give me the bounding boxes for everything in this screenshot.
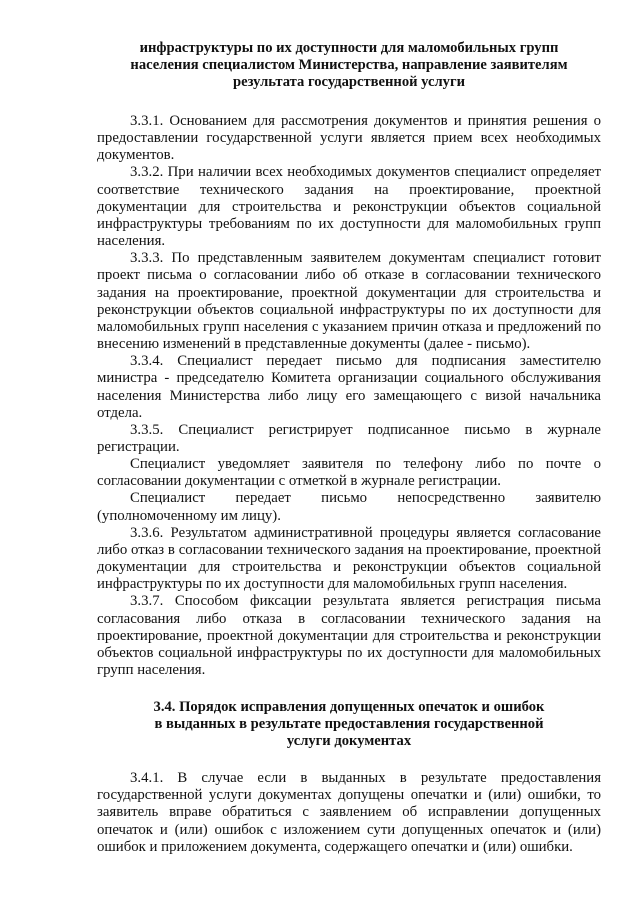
heading-line: в выданных в результате предоставления государственной [154,716,544,733]
paragraph-3-3-3: 3.3.3. По представленным заявителем документам специалист готовит проект письма о согласовании либо об отказе в согласовании технического задания на проектирование, проектной документации для строительства и реконструкции объектов социальной инфраструктуры по их доступности для маломобильных групп населения с указанием причин отказа и предложений по внесению изменений в представленные документы (далее - письмо). [97,250,601,353]
paragraph-3-3-7: 3.3.7. Способом фиксации результата является регистрация письма согласования либо отказа в согласовании технического задания на проектирование, проектной документации для строительства и реконструкции объектов социальной инфраструктуры по их доступности для маломобильных групп населения. [97,593,601,678]
paragraph-handover: Специалист передает письмо непосредственно заявителю (уполномоченному им лицу). [97,490,601,524]
heading-line: 3.4. Порядок исправления допущенных опечаток и ошибок [153,699,545,716]
paragraph-notify: Специалист уведомляет заявителя по телефону либо по почте о согласовании документации с отметкой в журнале регистрации. [97,456,601,490]
heading-line: инфраструктуры по их доступности для маломобильных групп [139,40,559,56]
paragraph-3-4-1: 3.4.1. В случае если в выданных в результате предоставления государственной услуги документах допущены опечатки и (или) ошибки, то заявитель вправе обратиться с заявлением об исправлении допущенных опечаток и (или) ошибок с изложением сути допущенных опечаток и (или) ошибок и приложением документа, содержащего опечатки и (или) ошибки. [97,770,601,855]
section-3-4-heading [97,699,601,750]
paragraph-3-3-4: 3.3.4. Специалист передает письмо для подписания заместителю министра - председателю Комитета организации социального обслуживания населения Министерства либо лицу его замещающего с визой начальника отдела. [97,353,601,421]
document-page [97,40,601,856]
paragraph-3-3-2: 3.3.2. При наличии всех необходимых документов специалист определяет соответствие технического задания на проектирование, проектной документации для строительства и реконструкции объектов социальной инфраструктуры требованиям по их доступности для маломобильных групп населения. [97,164,601,250]
heading-line: населения специалистом Министерства, направление заявителям [130,57,568,73]
paragraph-3-3-5: 3.3.5. Специалист регистрирует подписанное письмо в журнале регистрации. [97,421,601,455]
section-3-3-heading [97,40,601,91]
paragraph-3-3-1: 3.3.1. Основанием для рассмотрения документов и принятия решения о предоставлении государственной услуги является прием всех необходимых документов. [97,113,601,164]
paragraph-3-3-6: 3.3.6. Результатом административной процедуры является согласование либо отказ в согласовании технического задания на проектирование, проектной документации для строительства и реконструкции объектов социальной инфраструктуры по их доступности для маломобильных групп населения. [97,524,601,593]
heading-line: результата государственной услуги [232,74,466,90]
heading-line: услуги документах [286,733,412,750]
